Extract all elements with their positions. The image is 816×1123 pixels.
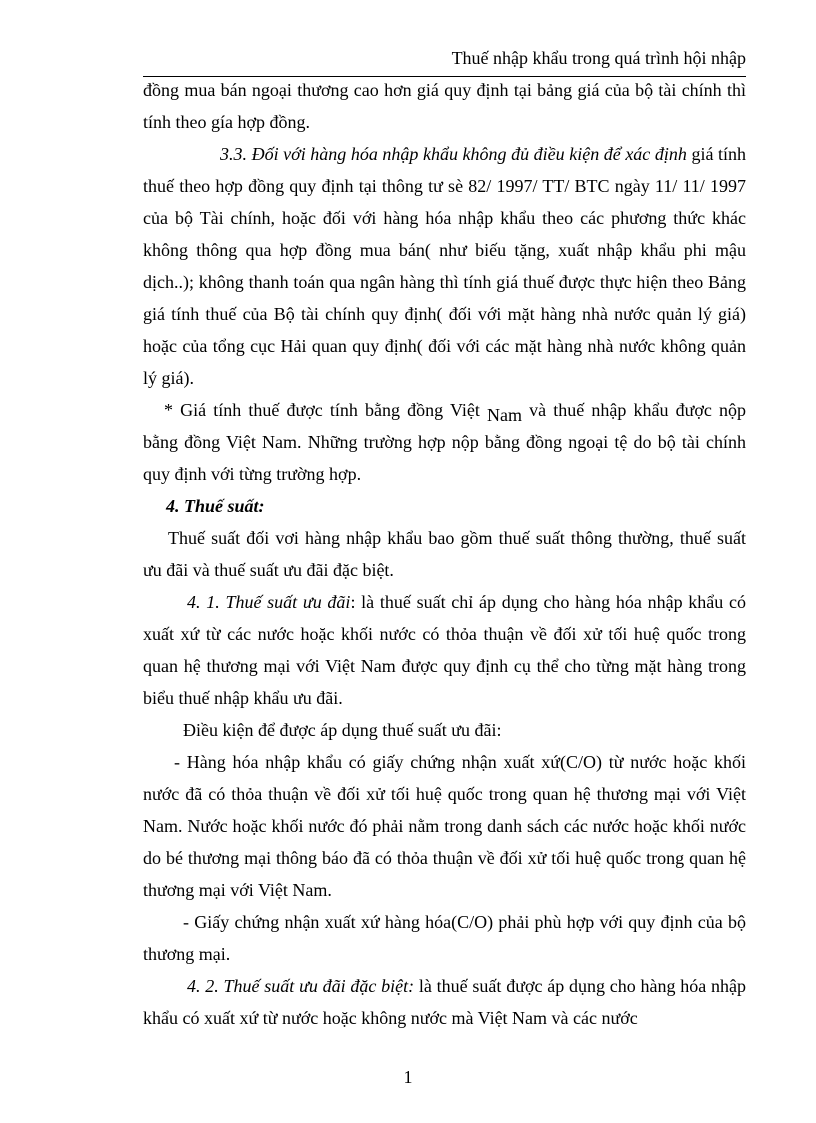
section-4-1-text: : là thuế suất chỉ áp dụng cho hàng hóa nhập khẩu có xuất xứ từ các nước hoặc khối nước có thỏa thuận về đối xử tối huệ quốc trong quan hệ thương mại với Việt Nam được quy định cụ thể cho từng mặt hàng trong biểu thuế nhập khẩu ưu đãi. [143,592,746,708]
paragraph-contract-price: đồng mua bán ngoại thương cao hơn giá quy định tại bảng giá của bộ tài chính thì tính theo gía hợp đồng. [143,80,746,132]
paragraph-section-4-1 [143,586,746,714]
paragraph-vnd-currency [143,394,746,490]
paragraph-tax-rates: Thuế suất đối vơi hàng nhập khẩu bao gồm thuế suất thông thường, thuế suất ưu đãi và thuế suất ưu đãi đặc biệt. [143,528,746,580]
paragraph-condition-1: - Hàng hóa nhập khẩu có giấy chứng nhận xuất xứ(C/O) từ nước hoặc khối nước đã có thỏa thuận về đối xử tối huệ quốc trong quan hệ thương mại với Việt Nam. Nước hoặc khối nước đó phải nằm trong danh sách các nước hoặc khối nước do bé thương mại thông báo đã có thỏa thuận về đối xử tối huệ quốc trong quan hệ thương mại với Việt Nam. [143,752,746,900]
page-number: 1 [403,1067,413,1087]
paragraph-section-3-3 [143,138,746,394]
section-3-3-label: 3.3. Đối với hàng hóa nhập khẩu không đủ điều kiện để xác định [220,144,687,164]
vnd-text-a: * Giá tính thuế được tính bằng đồng Việt [164,400,487,420]
section-4-2-label: 4. 2. Thuế suất ưu đãi đặc biệt: [187,976,415,996]
paragraph-section-4-2 [143,970,746,1034]
vnd-text-nam: Nam [486,405,522,425]
paragraph-conditions: Điều kiện để được áp dụng thuế suất ưu đãi: [183,720,502,740]
section-4-heading: 4. Thuế suất: [166,496,265,516]
running-header: Thuế nhập khẩu trong quá trình hội nhập [451,48,746,68]
paragraph-condition-2: - Giấy chứng nhận xuất xứ hàng hóa(C/O) phải phù hợp với quy định của bộ thương mại. [143,912,746,964]
section-4-1-label: 4. 1. Thuế suất ưu đãi [187,592,351,612]
document-body [143,74,746,1034]
section-4-2-text: là thuế suất được áp dụng cho hàng hóa nhập khẩu có xuất xứ từ nước hoặc không nước mà Việt Nam và các nước [143,976,746,1028]
section-3-3-text: giá tính thuế theo hợp đồng quy định tại thông tư sè 82/ 1997/ TT/ BTC ngày 11/ 11/ 1997 của bộ Tài chính, hoặc đối với hàng hóa nhập khẩu theo các phương thức khác không thông qua hợp đồng mua bán( như biếu tặng, xuất nhập khẩu phi mậu dịch..); không thanh toán qua ngân hàng thì tính giá thuế được thực hiện theo Bảng giá tính thuế của Bộ tài chính quy định( đối với mặt hàng nhà nước quản lý giá) hoặc của tổng cục Hải quan quy định( đối với các mặt hàng nhà nước không quản lý giá). [143,144,747,388]
vnd-text-b: và thuế nhập khẩu được nộp bằng đồng Việt Nam. Những trường hợp nộp bằng đồng ngoại tệ do bộ tài chính quy định với từng trường hợp. [143,400,746,484]
